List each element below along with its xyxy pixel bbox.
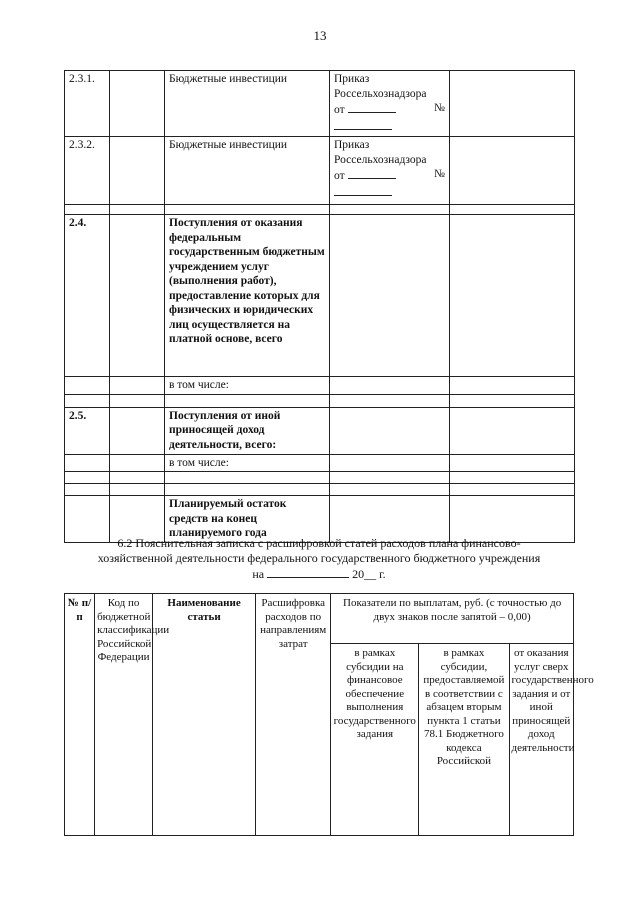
table-row [65,71,575,137]
legal-document-cell: Приказ Россельхознадзора от № [330,71,450,137]
row-name: Поступления от иной приносящей доход деятельности, всего: [165,407,330,454]
row-name: Поступления от оказания федеральным государственным бюджетным учреждением услуг (выполнения работ), предоставление которых для физических и юридических лиц осуществляется на платной основе, всего [165,215,330,377]
col-header-subsidy-task: в рамках субсидии на финансовое обеспечение выполнения государственного задания [331,644,419,836]
page-number: 13 [313,28,327,43]
table-row [65,137,575,205]
table-row [65,484,575,496]
table-row [65,394,575,407]
expense-header-table [64,593,594,836]
table-row [65,215,575,377]
row-code: 2.3.1. [65,71,110,137]
table-row [65,205,575,215]
col-header-paid-services: от оказания услуг сверх государственного задания и от иной приносящей доход деятельности [509,644,573,836]
col-header-decode: Расшифровка расходов по направлениям затрат [256,594,331,836]
col-header-indicators: Показатели по выплатам, руб. (с точностью до двух знаков после запятой – 0,00) [331,594,574,644]
row-name: Бюджетные инвестиции [165,137,330,205]
table-row [65,454,575,472]
section-caption: 6.2 Пояснительная записка с расшифровкой статей расходов плана финансово- хозяйственной деятельности федерального государственного бюджетного учреждения на 20__ г. [97,536,541,581]
table-row [65,472,575,484]
row-code: 2.4. [65,215,110,377]
including-label: в том числе: [165,454,330,472]
row-name: Бюджетные инвестиции [165,71,330,137]
row-code: 2.3.2. [65,137,110,205]
col-header-name: Наименование статьи [153,594,256,836]
col-header-number: № п/п [65,594,95,836]
table-row [65,407,575,454]
legal-document-cell: Приказ Россельхознадзора от № [330,137,450,205]
col-header-subsidy-78: в рамках субсидии, предоставляемой в соответствии с абзацем вторым пункта 1 статьи 78.1 Бюджетного кодекса Российской [419,644,509,836]
including-label: в том числе: [165,377,330,395]
col-header-code: Код по бюджетной классификации Российской Федерации [95,594,153,836]
revenue-table [64,70,575,543]
row-name: Планируемый остаток средств на конец планируемого года [165,496,330,543]
row-code: 2.5. [65,407,110,454]
table-header-row [65,594,574,644]
table-row [65,377,575,395]
